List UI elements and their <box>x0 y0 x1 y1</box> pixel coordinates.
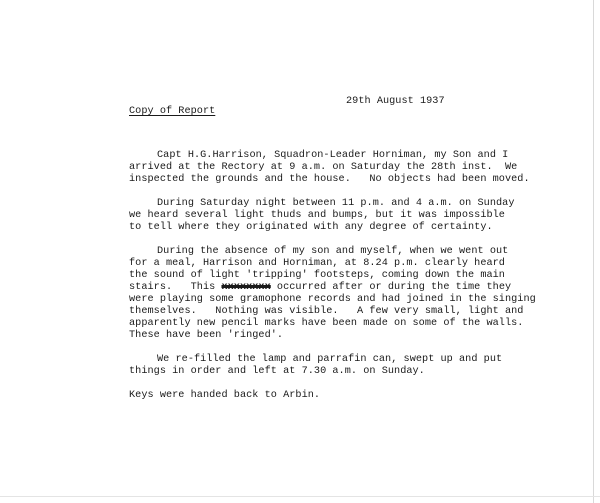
text-line: We re-filled the lamp and parrafin can, swept up and put <box>157 354 503 365</box>
text-line: During Saturday night between 11 p.m. and 4 a.m. on Sunday <box>157 198 515 209</box>
text-line: things in order and left at 7.30 a.m. on Sunday. <box>129 366 425 377</box>
text-line: were playing some gramophone records and had joined in the singing <box>129 294 536 305</box>
text-fragment: stairs. This <box>129 282 222 293</box>
text-line: Keys were handed back to Arbin. <box>129 390 321 401</box>
text-line: inspected the grounds and the house. No objects had been moved. <box>129 174 530 185</box>
text-line: for a meal, Harrison and Horniman, at 8.24 p.m. clearly heard <box>129 258 505 269</box>
text-line: apparently new pencil marks have been made on some of the walls. <box>129 318 524 329</box>
text-line: themselves. Nothing was visible. A few very small, light and <box>129 306 524 317</box>
text-line: we heard several light thuds and bumps, but it was impossible <box>129 210 505 221</box>
page-edge-bottom <box>0 496 600 497</box>
text-fragment: occurred after or during the time they <box>270 282 512 293</box>
text-line: These have been 'ringed'. <box>129 330 284 341</box>
text-line: to tell where they originated with any degree of certainty. <box>129 222 493 233</box>
text-line: the sound of light 'tripping' footsteps, coming down the main <box>129 270 505 281</box>
struck-out-word: xxxxxxxx <box>221 282 271 293</box>
page-edge-right <box>593 0 594 503</box>
report-date: 29th August 1937 <box>346 96 445 107</box>
report-heading: Copy of Report <box>129 106 216 117</box>
text-line: During the absence of my son and myself, when we went out <box>157 246 509 257</box>
text-line: Capt H.G.Harrison, Squadron-Leader Horniman, my Son and I <box>157 150 509 161</box>
text-line-with-strikeout <box>129 282 511 294</box>
text-line: arrived at the Rectory at 9 a.m. on Saturday the 28th inst. We <box>129 162 518 173</box>
